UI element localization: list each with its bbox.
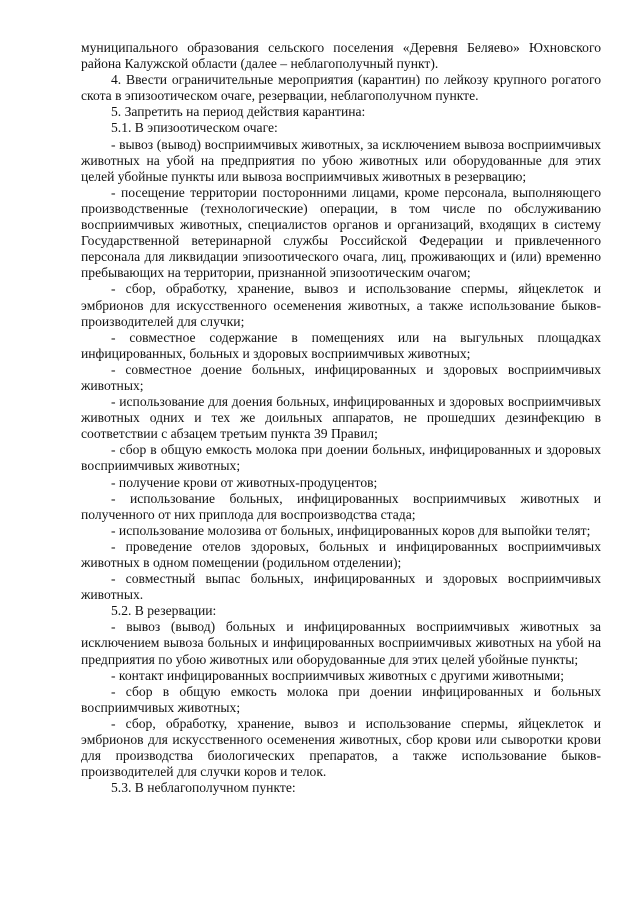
list-item: - совместное доение больных, инфицированных и здоровых восприимчивых животных; — [81, 361, 601, 393]
paragraph: 4. Ввести ограничительные мероприятия (карантин) по лейкозу крупного рогатого скота в эпизоотическом очаге, резервации, неблагополучном пункте. — [81, 72, 601, 104]
paragraph: муниципального образования сельского поселения «Деревня Беляево» Юхновского района Калужской области (далее – неблагополучный пункт). — [81, 40, 601, 72]
list-item: - вывоз (вывод) больных и инфицированных восприимчивых животных за исключением вывоза больных и инфицированных восприимчивых животных на убой на предприятия по убою животных или оборудованные для этих целей убойные пункты; — [81, 619, 601, 667]
paragraph: 5.2. В резервации: — [111, 603, 217, 619]
list-item: - получение крови от животных-продуцентов; — [111, 474, 378, 490]
list-item: - использование молозива от больных, инфицированных коров для выпойки телят; — [111, 522, 591, 538]
list-item: - использование больных, инфицированных восприимчивых животных и полученного от них приплода для воспроизводства стада; — [81, 490, 601, 522]
list-item: - использование для доения больных, инфицированных и здоровых восприимчивых животных одних и тех же доильных аппаратов, не прошедших дезинфекцию в соответствии с абзацем третьим пункта 39 Правил; — [81, 394, 601, 442]
paragraph: 5. Запретить на период действия карантина: — [111, 104, 366, 120]
list-item: - совместное содержание в помещениях или на выгульных площадках инфицированных, больных и здоровых восприимчивых животных; — [81, 329, 601, 361]
list-item: - сбор, обработку, хранение, вывоз и использование спермы, яйцеклеток и эмбрионов для искусственного осеменения животных, а также использование быков-производителей для случки; — [81, 281, 601, 329]
list-item: - вывоз (вывод) восприимчивых животных, за исключением вывоза восприимчивых животных на убой на предприятия по убою животных или оборудованные для этих целей убойные пункты или вывоза восприимчивых животных в резервацию; — [81, 136, 601, 184]
list-item: - сбор, обработку, хранение, вывоз и использование спермы, яйцеклеток и эмбрионов для искусственного осеменения животных, сбор крови или сыворотки крови для производства биологических препаратов, а также использование быков-производителей для случки коров и телок. — [81, 715, 601, 780]
list-item: - посещение территории посторонними лицами, кроме персонала, выполняющего производственные (технологические) операции, в том числе по обслуживанию восприимчивых животных, специалистов органов и организаций, входящих в систему Государственной ветеринарной службы Российской Федерации и привлеченного персонала для ликвидации эпизоотического очага, лиц, проживающих и (или) временно пребывающих на территории, признанной эпизоотическим очагом; — [81, 184, 601, 281]
list-item: - сбор в общую емкость молока при доении больных, инфицированных и здоровых восприимчивых животных; — [81, 442, 601, 474]
list-item: - контакт инфицированных восприимчивых животных с другими животными; — [111, 667, 564, 683]
paragraph: 5.3. В неблагополучном пункте: — [111, 780, 296, 796]
list-item: - проведение отелов здоровых, больных и инфицированных восприимчивых животных в одном помещении (родильном отделении); — [81, 538, 601, 570]
document-body — [81, 40, 601, 796]
paragraph: 5.1. В эпизоотическом очаге: — [111, 120, 278, 136]
list-item: - совместный выпас больных, инфицированных и здоровых восприимчивых животных. — [81, 571, 601, 603]
list-item: - сбор в общую емкость молока при доении инфицированных и больных восприимчивых животных; — [81, 683, 601, 715]
